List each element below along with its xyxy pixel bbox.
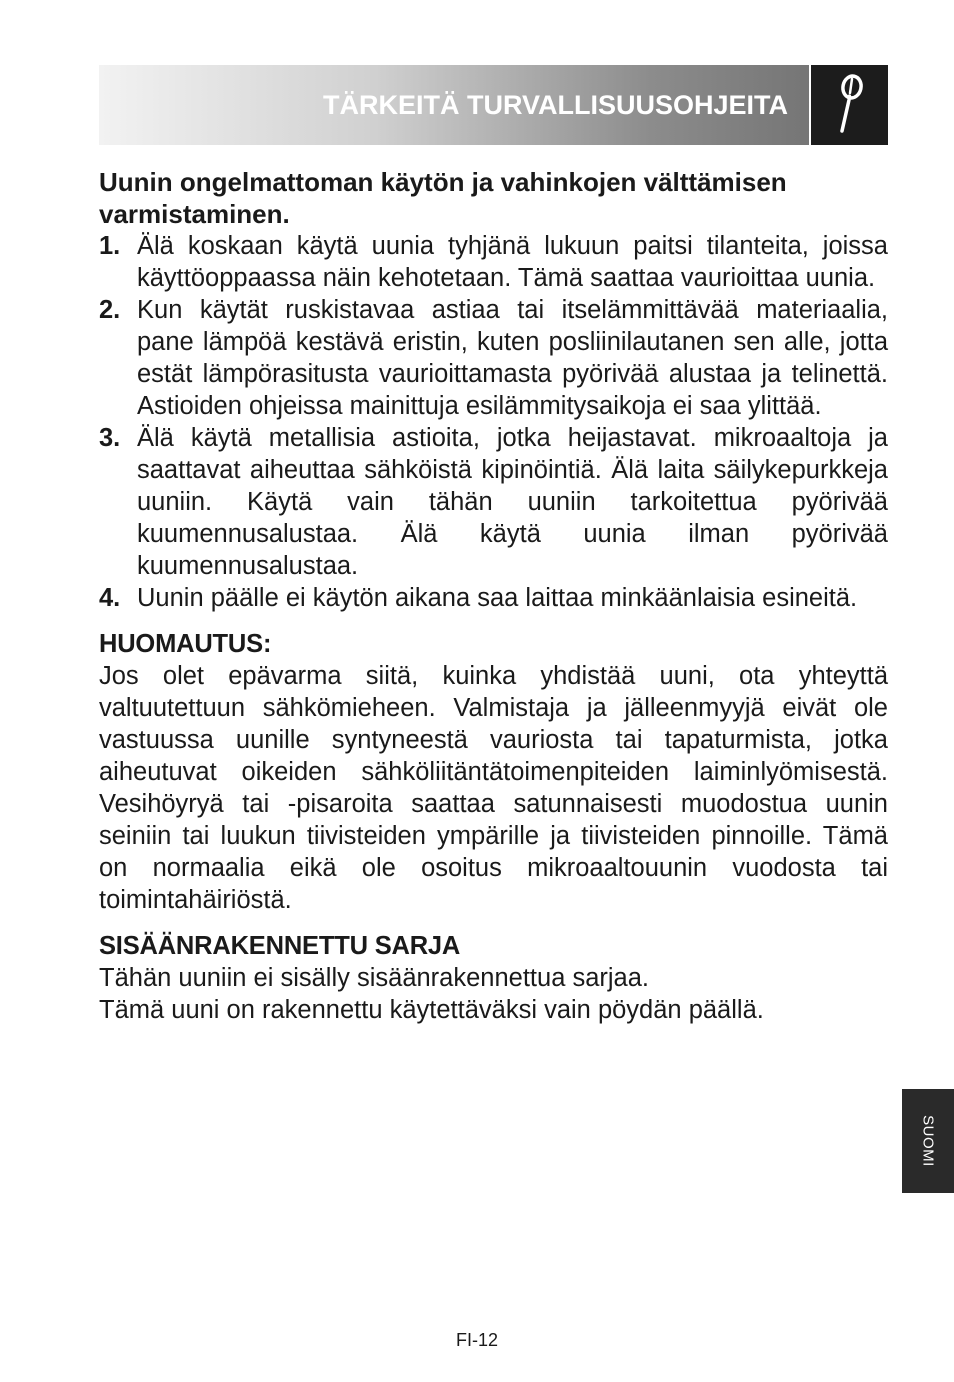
item-number: 1. (99, 232, 121, 260)
header-title: TÄRKEITÄ TURVALLISUUSOHJEITA (322, 90, 788, 120)
item-text: Älä käytä metallisia astioita, jotka heijastavat. mikroaaltoja ja saattavat aiheuttaa sähköistä kipinöintiä. Älä laita säilykepurkkeja uuniin. Käytä vain tähän uuniin tarkoitettua pyörivää kuumennusalustaa. Älä käytä uunia ilman pyörivää kuumennusalustaa. (137, 424, 888, 580)
builtin-line-1: Tähän uuniin ei sisälly sisäänrakennettua sarjaa. (99, 964, 649, 992)
section-header (99, 65, 888, 145)
page-number: FI-12 (455, 1330, 498, 1350)
builtin-heading: SISÄÄNRAKENNETTU SARJA (99, 932, 461, 960)
list-item (99, 230, 888, 294)
language-tab-label: SUOMI (919, 1115, 937, 1167)
item-number: 4. (99, 584, 121, 612)
item-number: 3. (99, 424, 121, 452)
list-item (99, 294, 888, 422)
item-number: 2. (99, 296, 121, 324)
item-text: Älä koskaan käytä uunia tyhjänä lukuun paitsi tilanteita, joissa käyttöoppaassa näin kehotetaan. Tämä saattaa vaurioittaa uunia. (137, 232, 888, 292)
safety-list (99, 230, 888, 614)
list-item (99, 422, 888, 582)
note-heading: HUOMAUTUS: (99, 630, 272, 658)
main-content (99, 166, 888, 1026)
intro-heading: Uunin ongelmattoman käytön ja vahinkojen välttämisen varmistaminen. (99, 167, 787, 229)
builtin-line-2: Tämä uuni on rakennettu käytettäväksi vain pöydän päällä. (99, 996, 764, 1024)
item-text: Kun käytät ruskistavaa astiaa tai itselämmittävää materiaalia, pane lämpöä kestävä eristin, kuten posliinilautanen sen alle, jotta estät lämpörasitusta vaurioittamasta pyörivää alustaa ja telinettä. Astioiden ohjeissa mainittuja esilämmitysaikoja ei saa ylittää. (137, 296, 888, 420)
language-tab (902, 1089, 954, 1193)
header-icon-box (809, 65, 888, 145)
note-text: Jos olet epävarma siitä, kuinka yhdistää uuni, ota yhteyttä valtuutettuun sähkömieheen. Valmistaja ja jälleenmyyjä eivät ole vastuussa uunille syntyneestä vauriosta tai tapaturmista, jotka aiheutuvat oikeiden sähköliitäntätoimenpiteiden laiminlyömisestä. Vesihöyryä tai -pisaroita saattaa satunnaisesti muodostua uunin seiniin tai luukun tiivisteiden ympärille ja tiivisteiden pinnoille. Tämä on normaalia eikä ole osoitus mikroaaltouunin vuodosta tai toimintahäiriöstä. (99, 662, 888, 914)
list-item (99, 582, 888, 614)
item-text: Uunin päälle ei käytön aikana saa laittaa minkäänlaisia esineitä. (137, 584, 858, 612)
exclamation-icon (829, 73, 869, 137)
